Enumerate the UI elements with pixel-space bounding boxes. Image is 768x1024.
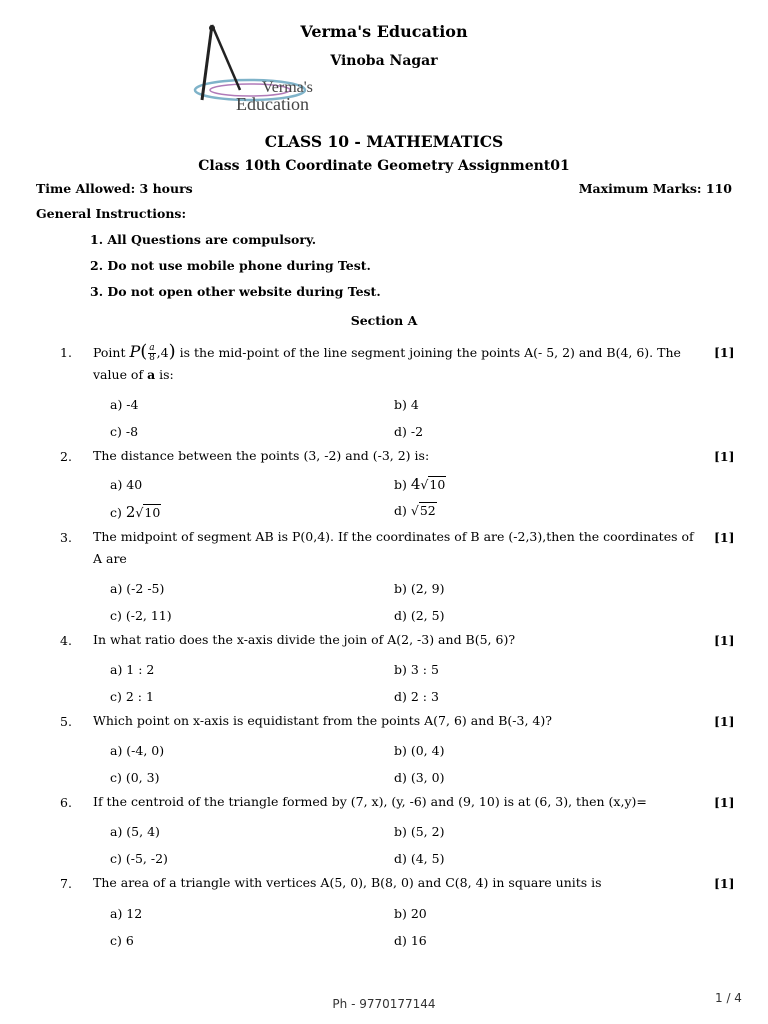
question-marks: [1] xyxy=(714,633,735,648)
question-text: If the centroid of the triangle formed by (7, x), (y, -6) and (9, 10) is at (6, 3), then (x,y)= xyxy=(93,794,647,809)
logo-text-education: Education xyxy=(236,94,309,114)
option-b: b) 4 xyxy=(394,397,419,412)
question-number: 4. xyxy=(60,633,72,648)
question-text: The midpoint of segment AB is P(0,4). If the coordinates of B are (-2,3),then the coordinates of A are xyxy=(93,529,694,566)
assignment-title: Class 10th Coordinate Geometry Assignment01 xyxy=(198,158,570,174)
option-d: d) (2, 5) xyxy=(394,608,445,623)
math-variable: a xyxy=(147,367,156,382)
math-coordinate: ,4 xyxy=(156,345,169,360)
option-c: c) (-5, -2) xyxy=(110,851,168,866)
option-c: c) 6 xyxy=(110,933,134,948)
option-a: a) 1 : 2 xyxy=(110,662,155,677)
question-text: Point P( $\frac{a}{8}$ ,4) is the mid-point of the line segment joining the points A(- 5, 2) and B(4, 6). The value of a is: xyxy=(93,341,681,382)
option-c: c) -8 xyxy=(110,424,139,439)
option-b: b) (2, 9) xyxy=(394,581,445,596)
question-marks: [1] xyxy=(714,530,735,545)
question-number: 3. xyxy=(60,530,72,545)
question-lead: Point xyxy=(93,345,126,360)
math-point: P xyxy=(129,342,141,361)
option-a: a) (-2 -5) xyxy=(110,581,165,596)
option-a: a) 40 xyxy=(110,477,143,492)
option-a: a) 12 xyxy=(110,906,143,921)
page-number: 1 / 4 xyxy=(715,991,742,1005)
option-b: b) (0, 4) xyxy=(394,743,445,758)
question-text-line2: value of xyxy=(93,367,148,382)
question-marks: [1] xyxy=(714,714,735,729)
option-d: d) 16 xyxy=(394,933,427,948)
logo-text-vermas: Verma's xyxy=(262,79,313,96)
option-c: c) (-2, 11) xyxy=(110,608,172,623)
section-heading: Section A xyxy=(350,313,418,328)
question-text: In what ratio does the x-axis divide the join of A(2, -3) and B(5, 6)? xyxy=(93,632,516,647)
option-d: d) -2 xyxy=(394,424,424,439)
maximum-marks: Maximum Marks: 110 xyxy=(578,181,732,196)
option-c: c) 2 : 1 xyxy=(110,689,154,704)
question-number: 2. xyxy=(60,449,72,464)
option-a: a) (-4, 0) xyxy=(110,743,165,758)
option-d: d) (3, 0) xyxy=(394,770,445,785)
school-logo xyxy=(190,20,350,115)
option-d: d) 2 : 3 xyxy=(394,689,439,704)
option-a: a) (5, 4) xyxy=(110,824,160,839)
option-c: c) (0, 3) xyxy=(110,770,160,785)
question-text: Which point on x-axis is equidistant from the points A(7, 6) and B(-3, 4)? xyxy=(93,713,552,728)
option-d: d) √52 xyxy=(394,503,436,518)
instructions-title: General Instructions: xyxy=(36,206,187,221)
time-allowed: Time Allowed: 3 hours xyxy=(36,181,193,196)
question-text-end: is: xyxy=(155,367,174,382)
option-b: b) 20 xyxy=(394,906,427,921)
compass-logo-icon xyxy=(190,20,350,115)
question-marks: [1] xyxy=(714,345,735,360)
question-number: 7. xyxy=(60,876,72,891)
question-number: 5. xyxy=(60,714,72,729)
question-marks: [1] xyxy=(714,876,735,891)
option-b: b) 4√10 xyxy=(394,475,446,493)
instruction-item: 1. All Questions are compulsory. xyxy=(90,232,317,247)
class-title: CLASS 10 - MATHEMATICS xyxy=(264,132,504,151)
option-b: b) (5, 2) xyxy=(394,824,445,839)
question-marks: [1] xyxy=(714,449,735,464)
school-location: Vinoba Nagar xyxy=(330,53,438,69)
question-text: The area of a triangle with vertices A(5, 0), B(8, 0) and C(8, 4) in square units is xyxy=(93,875,602,890)
option-a: a) -4 xyxy=(110,397,139,412)
question-marks: [1] xyxy=(714,795,735,810)
question-text-body: is the mid-point of the line segment joining the points A(- 5, 2) and B(4, 6). The xyxy=(179,345,681,360)
school-name: Verma's Education xyxy=(300,22,468,41)
math-fraction: $\frac{a}{8}$ xyxy=(149,343,155,363)
option-c: c) 2√10 xyxy=(110,503,161,521)
footer-phone: Ph - 9770177144 xyxy=(332,997,436,1011)
question-number: 1. xyxy=(60,345,72,360)
question-number: 6. xyxy=(60,795,72,810)
instruction-item: 2. Do not use mobile phone during Test. xyxy=(90,258,371,273)
option-b: b) 3 : 5 xyxy=(394,662,439,677)
option-d: d) (4, 5) xyxy=(394,851,445,866)
instruction-item: 3. Do not open other website during Test. xyxy=(90,284,381,299)
question-text: The distance between the points (3, -2) and (-3, 2) is: xyxy=(93,448,430,463)
